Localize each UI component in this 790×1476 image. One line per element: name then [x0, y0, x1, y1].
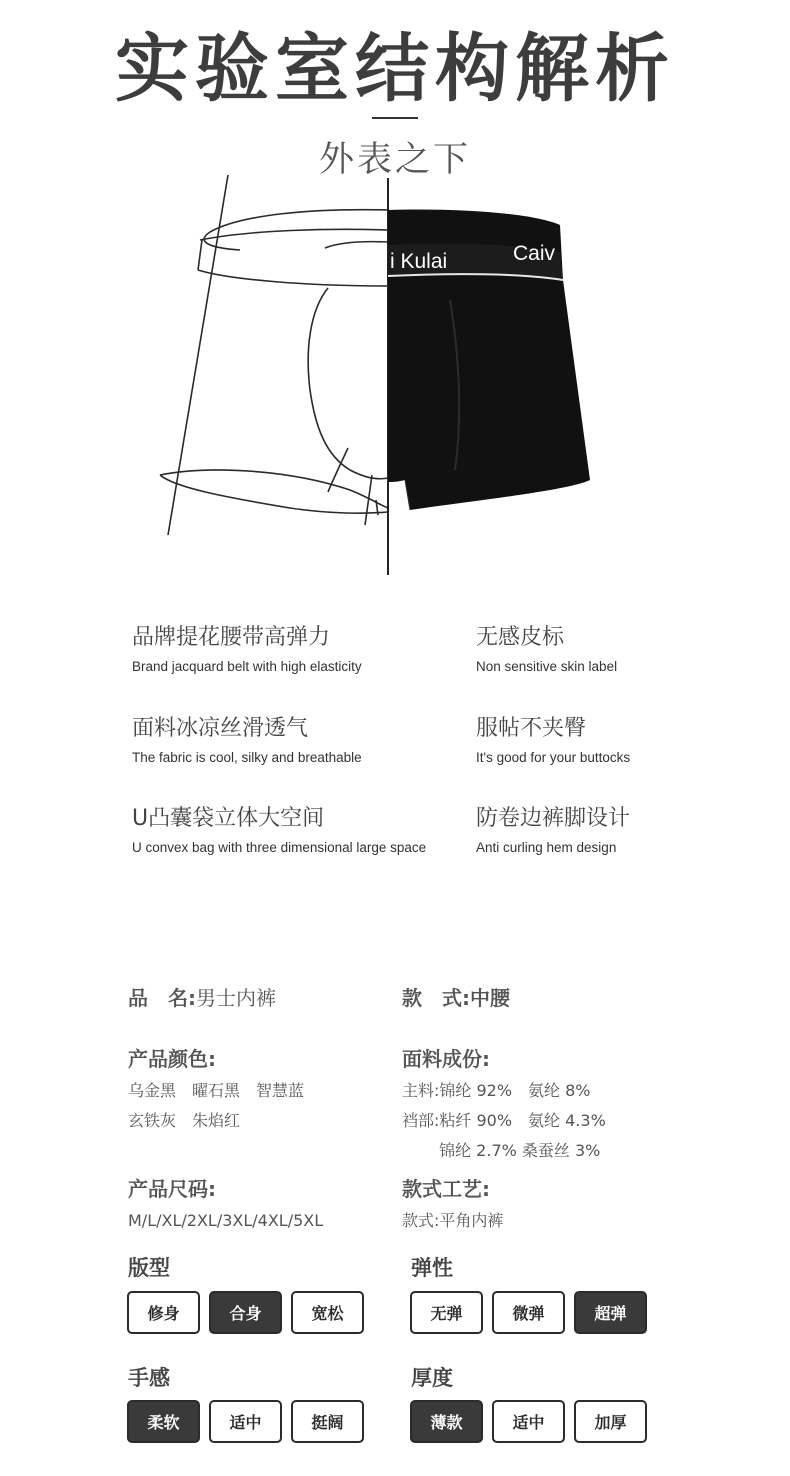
fit-option[interactable]: 宽松	[291, 1291, 364, 1334]
feel-label: 手感	[128, 1366, 170, 1390]
spec-fabric	[402, 1043, 606, 1166]
spec-fabric-line: 锦纶 2.7% 桑蚕丝 3%	[402, 1141, 601, 1160]
spec-size-value: M/L/XL/2XL/3XL/4XL/5XL	[128, 1211, 324, 1230]
elasticity-option[interactable]: 超弹	[574, 1291, 647, 1334]
feature-title: 无感皮标	[476, 625, 565, 650]
feature-subtitle: U convex bag with three dimensional large space	[132, 840, 427, 855]
elasticity-option[interactable]: 无弹	[410, 1291, 483, 1334]
brand-label-right: Caiv	[513, 242, 556, 265]
elasticity-option[interactable]: 微弹	[492, 1291, 565, 1334]
spec-fabric-line: 主料:锦纶 92% 氨纶 8%	[402, 1081, 591, 1100]
spec-fabric-label: 面料成份:	[402, 1047, 490, 1071]
spec-colors-line: 玄铁灰 朱焰红	[128, 1111, 241, 1130]
thickness-options	[410, 1400, 647, 1443]
thickness-option[interactable]: 薄款	[410, 1400, 483, 1443]
elasticity-options	[410, 1291, 647, 1334]
fit-options	[127, 1291, 364, 1334]
feel-option[interactable]: 适中	[209, 1400, 282, 1443]
feature-pouch	[132, 801, 426, 855]
thickness-label: 厚度	[411, 1366, 453, 1390]
spec-size	[128, 1173, 323, 1236]
feel-options	[127, 1400, 364, 1443]
spec-colors-label: 产品颜色:	[128, 1047, 216, 1071]
elasticity-label: 弹性	[411, 1256, 453, 1280]
page-subtitle: 外表之下	[318, 140, 471, 180]
feel-option[interactable]: 挺阔	[291, 1400, 364, 1443]
feature-subtitle: Non sensitive skin label	[476, 659, 618, 674]
feature-waistband	[132, 620, 362, 674]
spec-size-label: 产品尺码:	[128, 1177, 216, 1201]
feature-title: 面料冰凉丝滑透气	[132, 716, 309, 741]
product-photo	[388, 210, 590, 510]
feature-subtitle: The fabric is cool, silky and breathable	[132, 750, 362, 765]
product-structure-illustration	[150, 170, 610, 580]
feature-label	[476, 620, 617, 674]
fit-option[interactable]: 合身	[209, 1291, 282, 1334]
spec-name-value: 男士内裤	[196, 986, 276, 1010]
feature-title: 防卷边裤脚设计	[476, 806, 631, 831]
spec-fabric-line: 裆部:粘纤 90% 氨纶 4.3%	[402, 1111, 606, 1130]
feature-title: 品牌提花腰带高弹力	[132, 625, 331, 650]
fit-label: 版型	[128, 1256, 170, 1280]
feature-hem	[476, 801, 630, 855]
feature-subtitle: Brand jacquard belt with high elasticity	[132, 659, 362, 674]
line-sketch	[160, 175, 388, 535]
feature-subtitle: Anti curling hem design	[476, 840, 617, 855]
spec-craft	[402, 1173, 503, 1236]
feature-title: U凸囊袋立体大空间	[132, 806, 325, 831]
feature-subtitle: It's good for your buttocks	[476, 750, 631, 765]
brand-label-left: i Kulai	[390, 250, 448, 273]
spec-name-label: 品 名:	[128, 986, 196, 1010]
spec-colors	[128, 1043, 304, 1136]
spec-craft-value: 款式:平角内裤	[402, 1211, 504, 1230]
feature-title: 服帖不夹臀	[476, 716, 587, 741]
spec-style-value: 中腰	[470, 986, 510, 1010]
feature-fabric	[132, 711, 362, 765]
page-title: 实验室结构解析	[115, 26, 675, 112]
feature-fit	[476, 711, 630, 765]
title-divider	[372, 117, 418, 119]
spec-colors-line: 乌金黑 曜石黑 智慧蓝	[128, 1081, 305, 1100]
fit-option[interactable]: 修身	[127, 1291, 200, 1334]
thickness-option[interactable]: 加厚	[574, 1400, 647, 1443]
spec-craft-label: 款式工艺:	[402, 1177, 490, 1201]
spec-style-label: 款 式:	[402, 986, 470, 1010]
spec-style	[402, 982, 510, 1011]
spec-name	[128, 982, 276, 1013]
thickness-option[interactable]: 适中	[492, 1400, 565, 1443]
feel-option[interactable]: 柔软	[127, 1400, 200, 1443]
